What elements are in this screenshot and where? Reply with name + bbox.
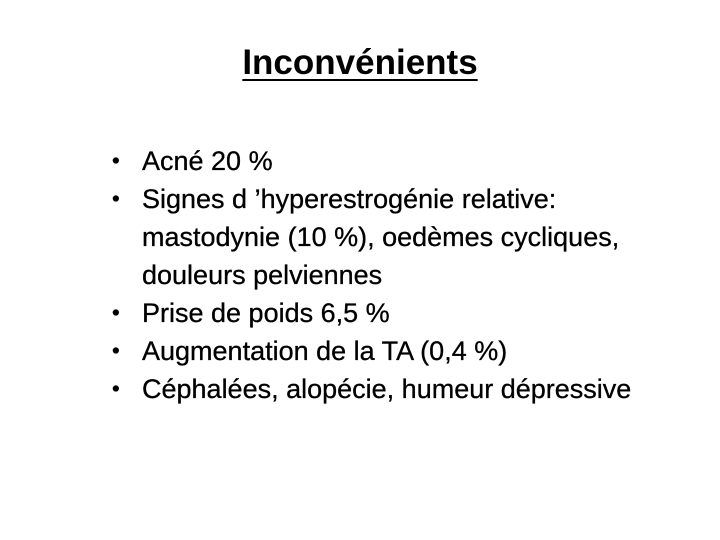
- bullet-dot-icon: •: [112, 186, 120, 211]
- slide-title: Inconvénients: [242, 43, 478, 82]
- bullet-dot-icon: •: [112, 300, 120, 325]
- bullet-text: Signes d ’hyperestrogénie relative: mastodynie (10 %), oedèmes cycliques, douleurs pelviennes: [142, 184, 620, 290]
- bullet-dot-icon: •: [112, 376, 120, 401]
- bullet-dot-icon: •: [112, 338, 120, 363]
- bullet-item-prise-de-poids: [108, 294, 693, 332]
- bullet-item-cephalees: [108, 370, 693, 408]
- bullet-list: [108, 142, 693, 408]
- bullet-text: Acné 20 %: [142, 146, 273, 176]
- bullet-item-hyperestrogenie: [108, 180, 693, 294]
- bullet-item-augmentation-ta: [108, 332, 693, 370]
- bullet-dot-icon: •: [112, 148, 120, 173]
- bullet-text: Céphalées, alopécie, humeur dépressive: [142, 374, 632, 404]
- bullet-item-acne: [108, 142, 693, 180]
- bullet-text: Prise de poids 6,5 %: [142, 298, 390, 328]
- bullet-text: Augmentation de la TA (0,4 %): [142, 336, 508, 366]
